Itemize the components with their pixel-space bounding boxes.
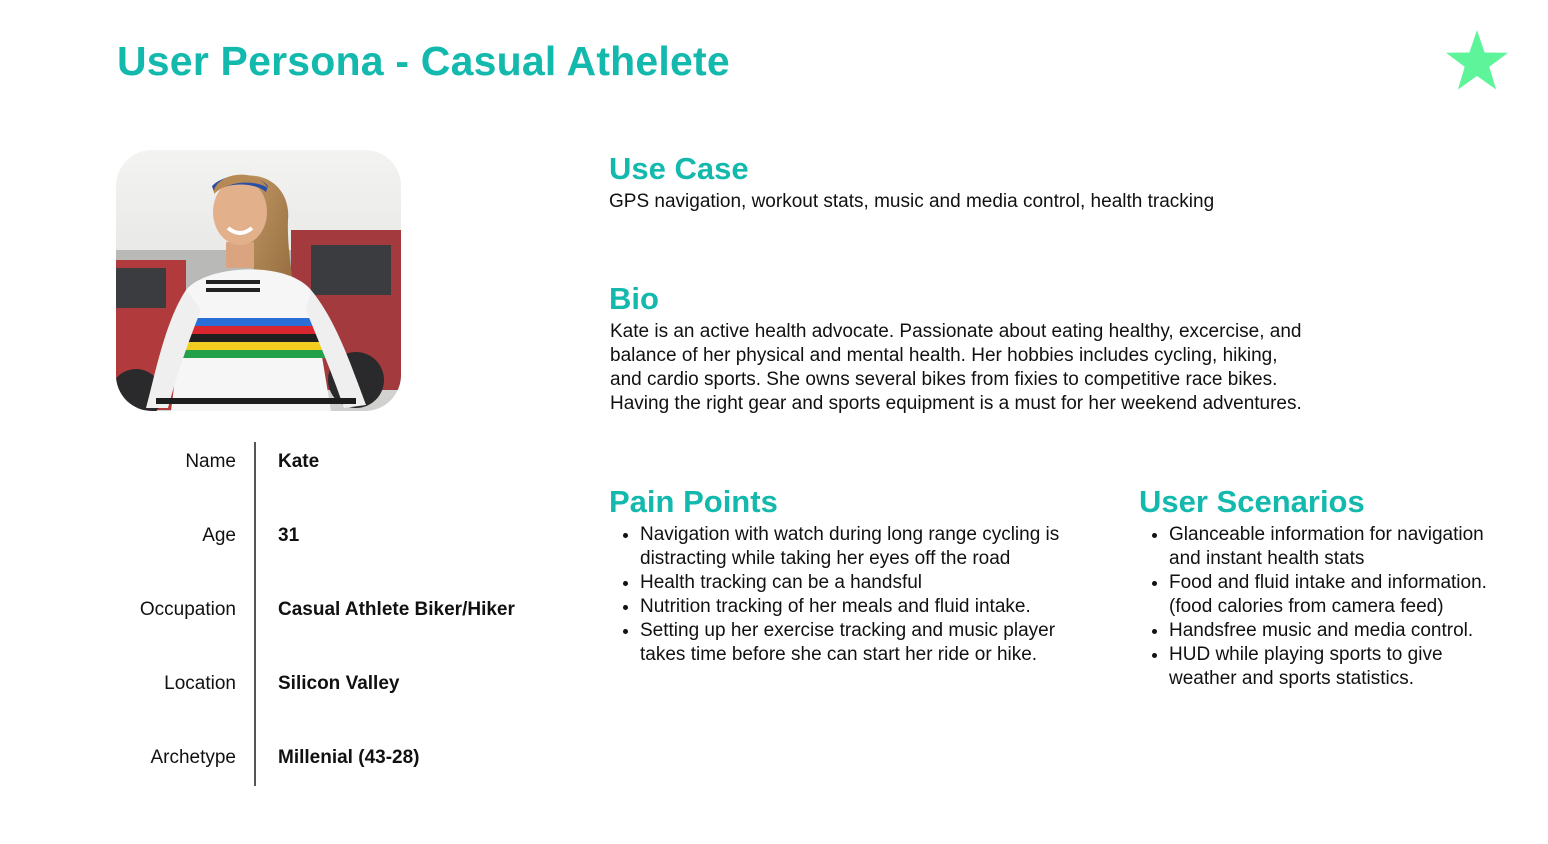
star-icon (1444, 28, 1510, 92)
bio-line: Kate is an active health advocate. Passionate about eating healthy, excercise, and (610, 321, 1302, 342)
profile-label: Location (164, 673, 236, 694)
profile-row-archetype (100, 747, 560, 777)
user-scenarios-list (1138, 523, 1514, 691)
use-case-heading: Use Case (609, 151, 749, 186)
profile-value: Millenial (43-28) (278, 747, 420, 768)
bio-text (610, 320, 1470, 416)
profile-value: Kate (278, 451, 320, 472)
profile-label: Occupation (139, 599, 236, 620)
persona-illustration (116, 150, 401, 411)
user-scenario-item: • Handsfree music and media control. (1169, 619, 1514, 643)
profile-row-occupation (100, 599, 560, 629)
user-scenario-item: • Glanceable information for navigation and instant health stats (1169, 523, 1514, 571)
profile-value: Casual Athlete Biker/Hiker (278, 599, 515, 620)
page-title: User Persona - Casual Athelete (117, 38, 730, 84)
profile-value: Silicon Valley (278, 673, 400, 694)
bio-line: and cardio sports. She owns several bikes from fixies to competitive race bikes. (610, 369, 1278, 390)
user-scenario-item: • Food and fluid intake and information. (food calories from camera feed) (1169, 571, 1514, 619)
profile-value: 31 (278, 525, 300, 546)
profile-row-location (100, 673, 560, 703)
user-scenario-item: • HUD while playing sports to give weather and sports statistics. (1169, 643, 1514, 691)
star-shape (1446, 30, 1508, 90)
pain-points-list (609, 523, 1060, 667)
bio-line: Having the right gear and sports equipment is a must for her weekend adventures. (610, 393, 1302, 414)
pain-points-heading: Pain Points (609, 484, 778, 519)
pain-point-item: • Setting up her exercise tracking and music player takes time before she can start her ride or hike. (640, 619, 1060, 667)
use-case-text: GPS navigation, workout stats, music and media control, health tracking (609, 191, 1215, 212)
pain-point-item: • Nutrition tracking of her meals and fluid intake. (640, 595, 1060, 619)
profile-label: Archetype (150, 747, 236, 768)
bio-line: balance of her physical and mental health. Her hobbies includes cycling, hiking, (610, 345, 1278, 366)
pain-point-item: • Health tracking can be a handsful (640, 571, 1060, 595)
persona-profile-table (100, 442, 560, 786)
pain-point-item: • Navigation with watch during long range cycling is distracting while taking her eyes off the road (640, 523, 1060, 571)
profile-label: Name (185, 451, 236, 472)
persona-photo (116, 150, 401, 411)
profile-label: Age (202, 525, 236, 546)
profile-row-name (100, 451, 560, 481)
profile-row-age (100, 525, 560, 555)
bio-heading: Bio (609, 281, 659, 316)
user-scenarios-heading: User Scenarios (1139, 484, 1365, 519)
